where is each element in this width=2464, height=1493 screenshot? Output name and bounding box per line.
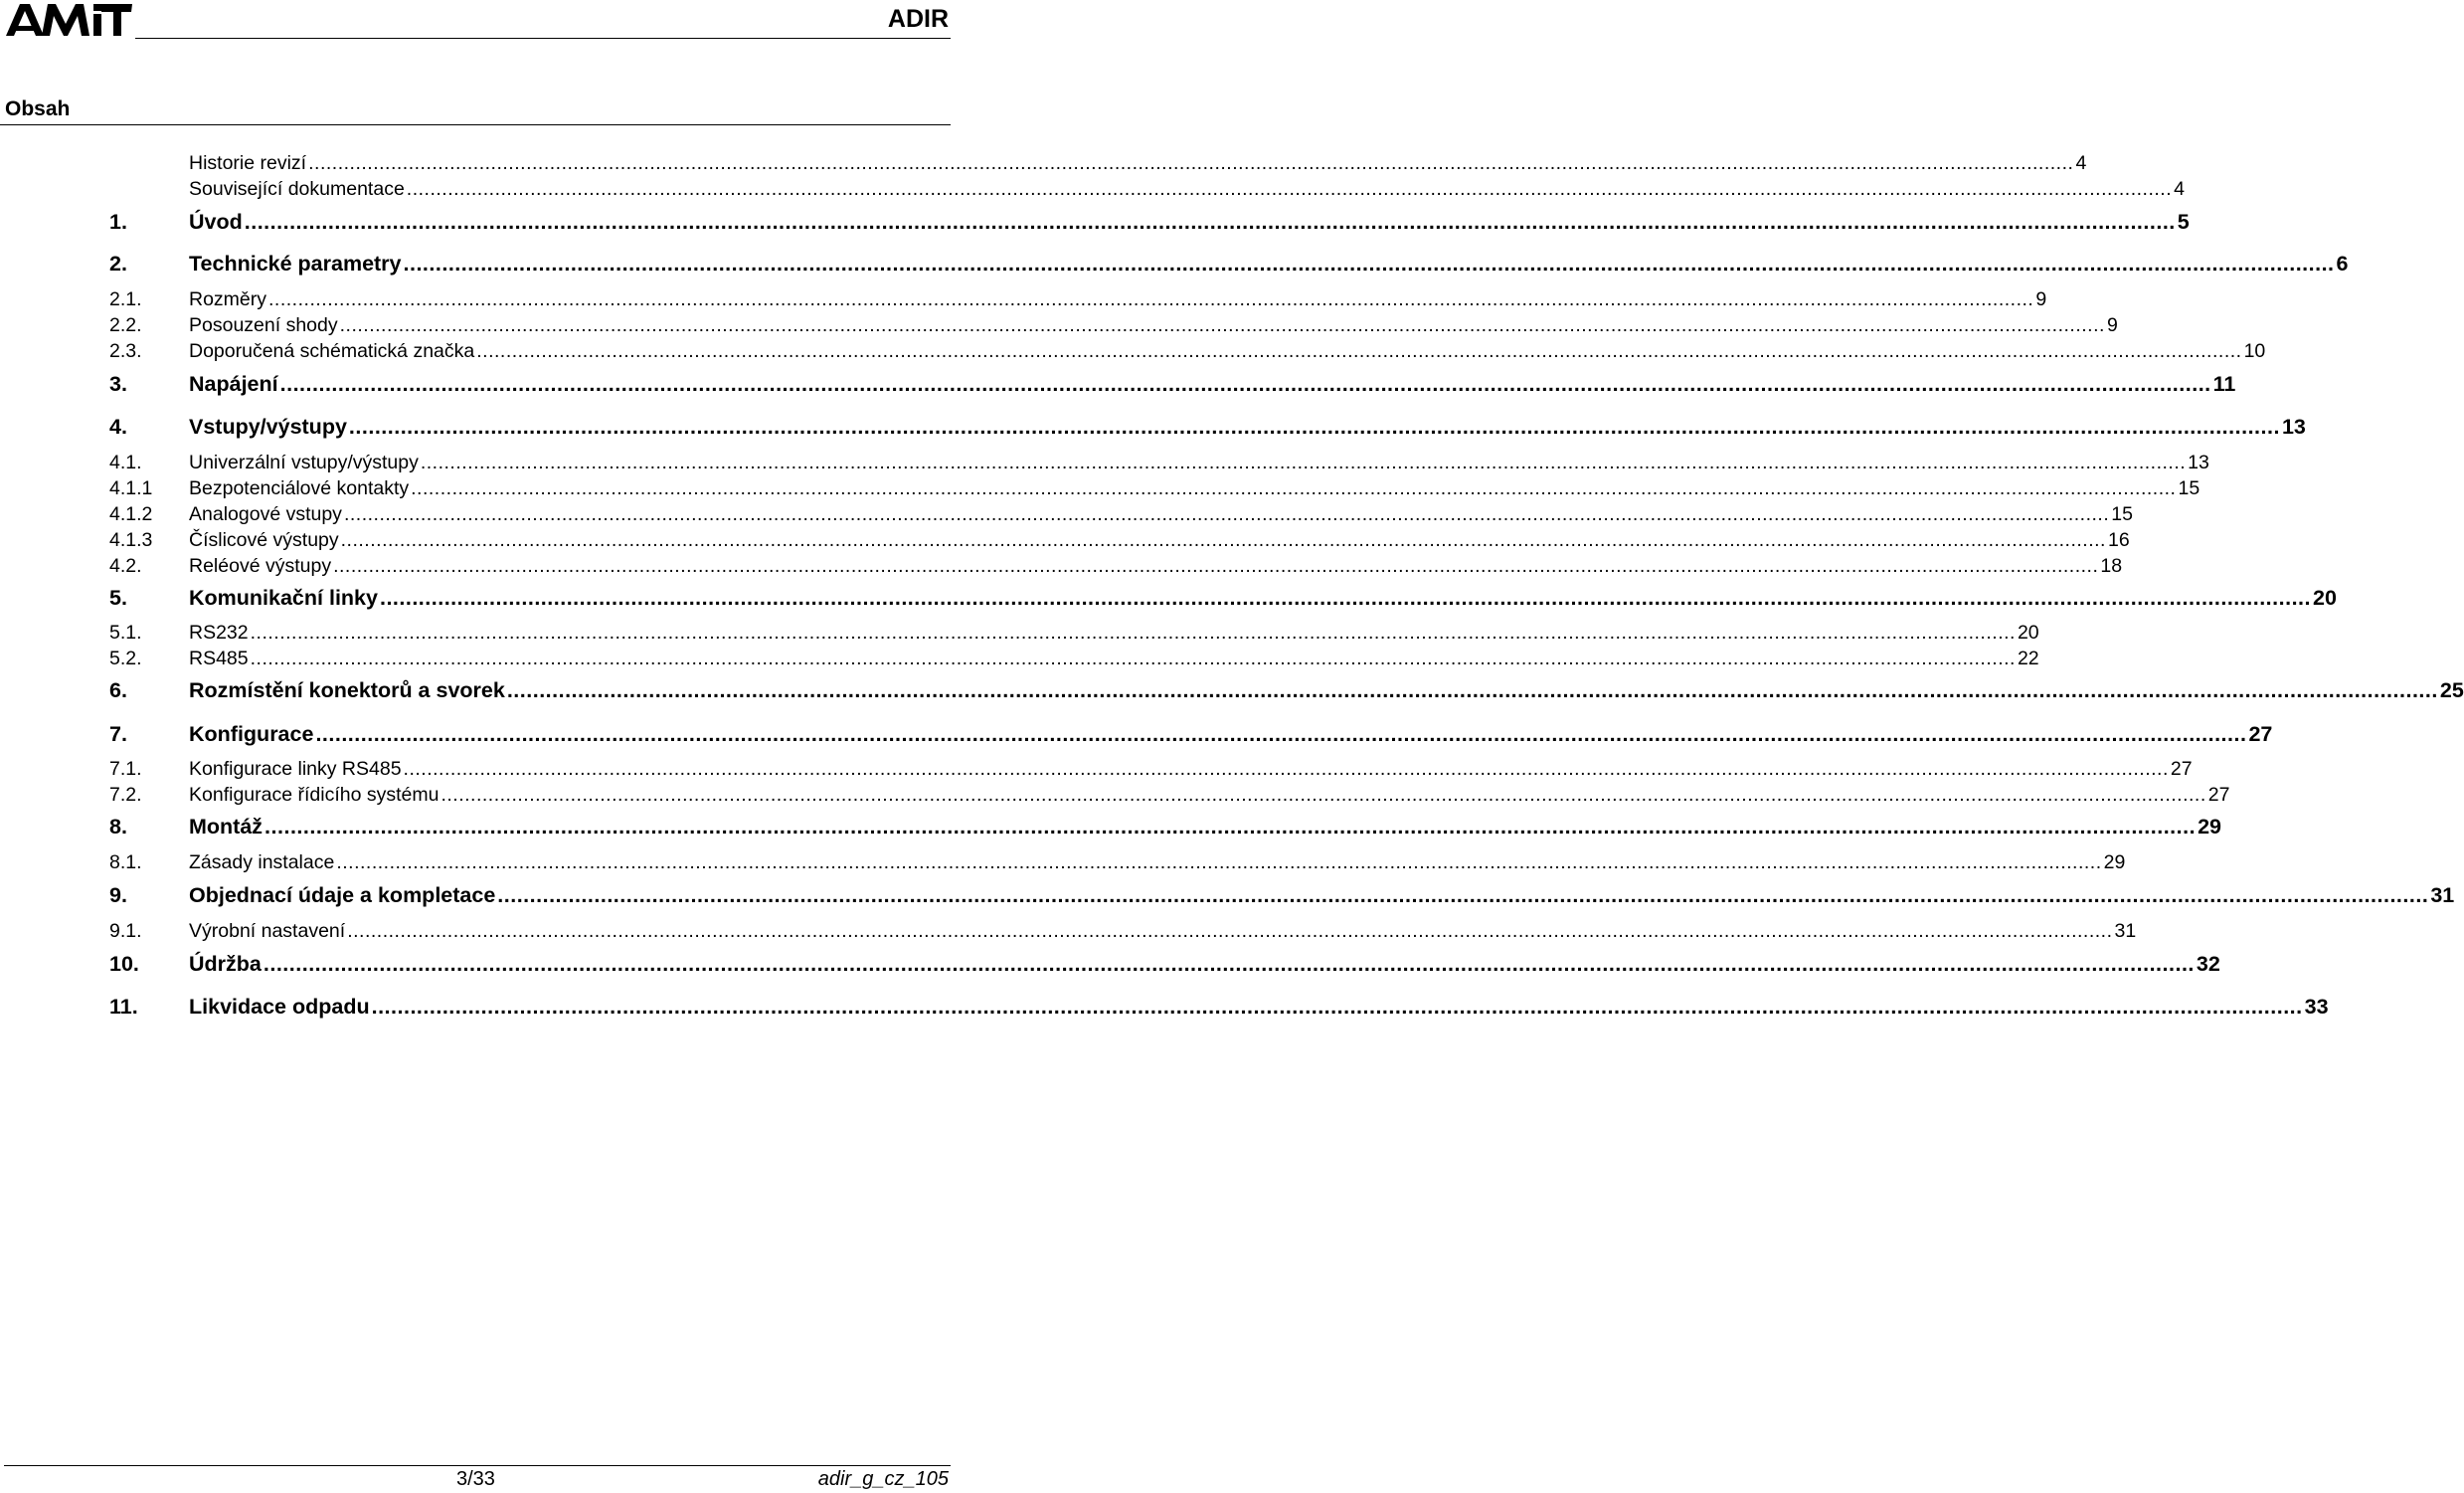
toc-entry-page: 13	[2188, 452, 2209, 473]
toc-entry-page: 20	[2313, 586, 2337, 610]
toc-entry-number: 4.1.2	[109, 503, 153, 525]
toc-entry-number: 4.1.3	[109, 529, 153, 551]
toc-entry-number: 7.1.	[109, 758, 142, 780]
dot-leader: ............................................................................................................................................................................................................................................................................................................	[308, 152, 2074, 174]
toc-entry-number: 8.1.	[109, 851, 142, 873]
dot-leader: ............................................................................................................................................................................................................................................................................................................	[348, 415, 2280, 439]
toc-entry-page: 18	[2100, 555, 2123, 577]
toc-entry-title: Historie revizí	[189, 152, 307, 174]
toc-entry-page: 9	[2035, 288, 2047, 310]
toc-entry[interactable]	[0, 781, 2230, 807]
header-rule	[135, 38, 951, 39]
toc-entry-page: 27	[2248, 722, 2273, 746]
toc-entry-number: 10.	[109, 952, 139, 976]
toc-entry-number: 7.2.	[109, 784, 142, 806]
toc-entry-number: 2.3.	[109, 340, 142, 362]
toc-entry-title: Napájení	[189, 372, 278, 396]
toc-entry[interactable]	[0, 619, 2039, 645]
dot-leader: ............................................................................................................................................................................................................................................................................................................	[336, 851, 2102, 873]
toc-entry-title: Bezpotenciálové kontakty	[189, 477, 410, 499]
toc-entry-title: Související dokumentace	[189, 178, 405, 200]
toc-entry[interactable]	[0, 994, 2329, 1020]
toc-entry-number: 5.1.	[109, 622, 142, 644]
dot-leader: ............................................................................................................................................................................................................................................................................................................	[371, 995, 2303, 1019]
toc-entry-page: 32	[2196, 952, 2220, 976]
toc-entry-page: 6	[2336, 252, 2349, 276]
toc-entry-title: Konfigurace řídicího systému	[189, 784, 440, 806]
toc-heading: Obsah	[5, 97, 71, 120]
dot-leader: ............................................................................................................................................................................................................................................................................................................	[250, 648, 2016, 669]
toc-entry-title: Vstupy/výstupy	[189, 415, 347, 439]
dot-leader: ............................................................................................................................................................................................................................................................................................................	[268, 288, 2034, 310]
toc-entry-title: Likvidace odpadu	[189, 995, 370, 1019]
page-number: 3/33	[456, 1468, 495, 1490]
toc-entry[interactable]	[0, 251, 2349, 277]
toc-entry-number: 2.	[109, 252, 127, 276]
toc-entry-title: Montáž	[189, 815, 264, 839]
toc-entry[interactable]	[0, 755, 2193, 781]
toc-entry-title: Konfigurace linky RS485	[189, 758, 402, 780]
toc-entry-title: Číslicové výstupy	[189, 529, 339, 551]
dot-leader: ............................................................................................................................................................................................................................................................................................................	[476, 340, 2242, 362]
toc-entry-number: 5.	[109, 586, 127, 610]
toc-entry-page: 22	[2017, 648, 2039, 669]
toc-entry-page: 16	[2107, 529, 2130, 551]
toc-entry-number: 7.	[109, 722, 127, 746]
toc-entry-number: 4.1.1	[109, 477, 153, 499]
toc-entry-number: 6.	[109, 678, 127, 702]
toc-entry[interactable]	[0, 311, 2118, 337]
toc-entry[interactable]	[0, 449, 2209, 474]
dot-leader: ............................................................................................................................................................................................................................................................................................................	[379, 586, 2311, 610]
toc-entry-number: 4.1.	[109, 452, 142, 473]
toc-entry-page: 29	[2198, 815, 2221, 839]
toc-entry-number: 5.2.	[109, 648, 142, 669]
heading-rule	[0, 124, 951, 125]
dot-leader: ............................................................................................................................................................................................................................................................................................................	[403, 252, 2335, 276]
toc-entry-number: 2.1.	[109, 288, 142, 310]
toc-entry-number: 9.1.	[109, 920, 142, 942]
toc-entry[interactable]	[0, 917, 2137, 943]
toc-entry[interactable]	[0, 585, 2337, 611]
toc-entry-title: Konfigurace	[189, 722, 314, 746]
toc-entry-title: Posouzení shody	[189, 314, 338, 336]
toc-entry-number: 8.	[109, 815, 127, 839]
dot-leader: ............................................................................................................................................................................................................................................................................................................	[340, 529, 2106, 551]
toc-entry-title: Údržba	[189, 952, 262, 976]
toc-entry-title: Univerzální vstupy/výstupy	[189, 452, 419, 473]
toc-entry-title: Reléové výstupy	[189, 555, 332, 577]
toc-entry[interactable]	[0, 645, 2039, 670]
toc-entry-title: Zásady instalace	[189, 851, 335, 873]
footer-rule	[4, 1465, 951, 1466]
toc-entry-page: 33	[2304, 995, 2329, 1019]
toc-entry[interactable]	[0, 526, 2130, 552]
dot-leader: ............................................................................................................................................................................................................................................................................................................	[420, 452, 2187, 473]
amit-logo	[6, 2, 133, 38]
toc-entry-number: 3.	[109, 372, 127, 396]
toc-entry-title: RS232	[189, 622, 249, 644]
toc-entry-number: 1.	[109, 210, 127, 234]
toc-entry-page: 4	[2174, 178, 2185, 200]
toc-entry-page: 20	[2017, 622, 2039, 644]
toc-entry-title: Rozmístění konektorů a svorek	[189, 678, 505, 702]
toc-entry-page: 10	[2243, 340, 2266, 362]
toc-entry-title: Doporučená schématická značka	[189, 340, 475, 362]
toc-entry-page: 15	[2178, 477, 2200, 499]
toc-entry-title: Úvod	[189, 210, 243, 234]
toc-entry-number: 9.	[109, 883, 127, 907]
toc-entry-page: 13	[2281, 415, 2306, 439]
dot-leader: ............................................................................................................................................................................................................................................................................................................	[411, 477, 2177, 499]
dot-leader: ............................................................................................................................................................................................................................................................................................................	[347, 920, 2113, 942]
dot-leader: ............................................................................................................................................................................................................................................................................................................	[263, 952, 2195, 976]
toc-entry[interactable]	[0, 337, 2266, 363]
dot-leader: ............................................................................................................................................................................................................................................................................................................	[250, 622, 2016, 644]
toc-entry-page: 31	[2430, 883, 2455, 907]
dot-leader: ............................................................................................................................................................................................................................................................................................................	[333, 555, 2099, 577]
toc-entry[interactable]	[0, 814, 2221, 840]
toc-entry-page: 31	[2114, 920, 2137, 942]
toc-entry[interactable]	[0, 500, 2133, 526]
toc-entry-number: 4.2.	[109, 555, 142, 577]
document-id: adir_g_cz_105	[817, 1468, 949, 1490]
dot-leader: ............................................................................................................................................................................................................................................................................................................	[339, 314, 2105, 336]
toc-entry[interactable]	[0, 951, 2220, 977]
toc-entry-title: Výrobní nastavení	[189, 920, 346, 942]
toc-entry[interactable]	[0, 209, 2190, 235]
toc-entry-page: 25	[2439, 678, 2464, 702]
dot-leader: ............................................................................................................................................................................................................................................................................................................	[264, 815, 2197, 839]
toc-entry-page: 5	[2177, 210, 2190, 234]
toc-entry-page: 27	[2170, 758, 2193, 780]
toc-entry-page: 27	[2207, 784, 2230, 806]
toc-entry[interactable]	[0, 371, 2236, 397]
dot-leader: ............................................................................................................................................................................................................................................................................................................	[343, 503, 2110, 525]
toc-entry-title: Rozměry	[189, 288, 267, 310]
toc-entry-number: 11.	[109, 995, 138, 1019]
toc-entry-title: Objednací údaje a kompletace	[189, 883, 496, 907]
toc-entry[interactable]	[0, 285, 2047, 311]
dot-leader: ............................................................................................................................................................................................................................................................................................................	[279, 372, 2211, 396]
toc-entry[interactable]	[0, 414, 2306, 440]
dot-leader: ............................................................................................................................................................................................................................................................................................................	[406, 178, 2173, 200]
toc-entry-page: 9	[2106, 314, 2118, 336]
toc-entry[interactable]	[0, 175, 2185, 201]
toc-entry-page: 15	[2111, 503, 2133, 525]
dot-leader: ............................................................................................................................................................................................................................................................................................................	[497, 883, 2429, 907]
toc-entry-page: 11	[2212, 372, 2236, 396]
toc-entry[interactable]	[0, 149, 2087, 175]
toc-entry[interactable]	[0, 474, 2200, 500]
toc-entry-number: 4.	[109, 415, 127, 439]
dot-leader: ............................................................................................................................................................................................................................................................................................................	[315, 722, 2247, 746]
toc-entry[interactable]	[0, 882, 2455, 908]
toc-entry[interactable]	[0, 552, 2123, 578]
toc-entry[interactable]	[0, 848, 2126, 874]
toc-entry-title: Komunikační linky	[189, 586, 378, 610]
toc-entry-title: Analogové vstupy	[189, 503, 342, 525]
dot-leader: ............................................................................................................................................................................................................................................................................................................	[506, 678, 2438, 702]
toc-entry[interactable]	[0, 721, 2273, 747]
toc-entry-number: 2.2.	[109, 314, 142, 336]
toc-entry-page: 4	[2075, 152, 2087, 174]
toc-entry-title: Technické parametry	[189, 252, 402, 276]
dot-leader: ............................................................................................................................................................................................................................................................................................................	[440, 784, 2206, 806]
toc-entry-title: RS485	[189, 648, 249, 669]
dot-leader: ............................................................................................................................................................................................................................................................................................................	[403, 758, 2169, 780]
toc-entry-page: 29	[2103, 851, 2126, 873]
toc-entry[interactable]	[0, 677, 2464, 703]
document-title: ADIR	[887, 5, 949, 33]
dot-leader: ............................................................................................................................................................................................................................................................................................................	[244, 210, 2176, 234]
